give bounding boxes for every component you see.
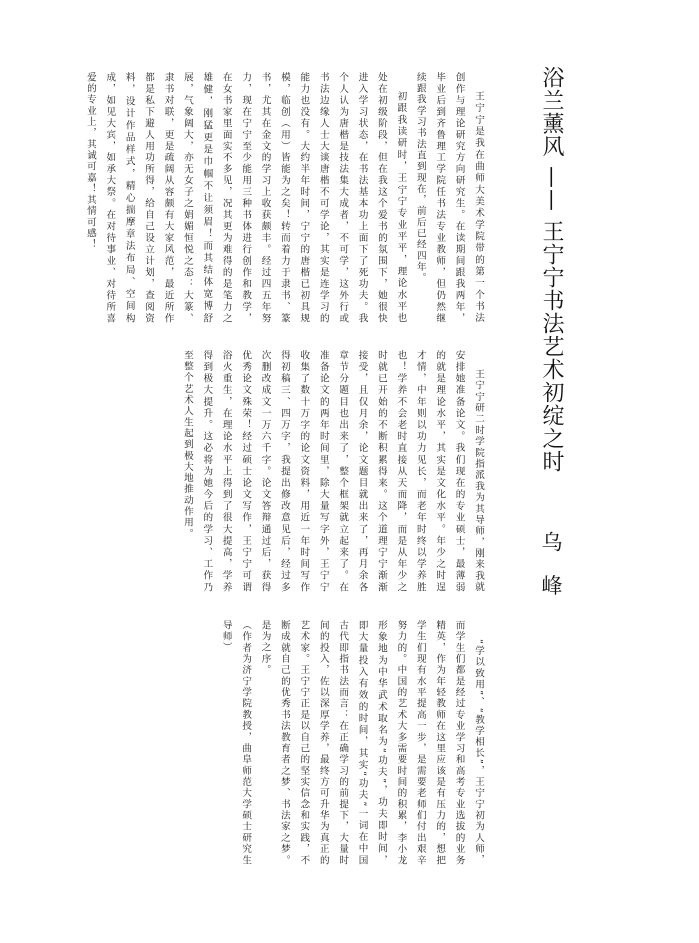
article-title: 浴兰薰风 —— 王宁宁书法艺术初绽之时 — [539, 66, 564, 473]
paragraph-3: 王宁宁研二时学院指派我为其导师，刚来我就安排她准备论文。我们现在的专业硕士，最薄弱的就是理论水平，其实是文化水平。年少之时逞才情，中年则以功力见长，而老年时终以学养胜也！学养不会老时直接从天而降，而是从年少之时就已开始的不断积累得来。这个道理宁宁渐渐接受，且仅月余，论文题目就出来了，再月余各章节分题目也出来了，整个框架就立起来了。在准备论文的两年时间里，除大量写字外，王宁宁收集了数十万字的论文资料，用近一年时间写作得初稿三、四万字，我提出修改意见后，经过多次删改成文一万六千字。论文答辩通过后，获得优秀论文殊荣！经过硕士论文写作，王宁宁可谓浴火重生，在理论水平上得到了很大提高，学养得到极大提升。这必将为她今后的学习、工作乃至整个艺术人生起到极大地推动作用。 — [181, 350, 484, 593]
paragraph-4: “学以致用”、“教学相长”，王宁宁初为人师，而学生们都是经过专业学习和高考专业选拔的业务精英，作为年轻教师在这里应该是有压力的，想把学生们现有水平提高一步，是需要老师们付出艰辛努力的。中国的艺术大多需要时间的积累，李小龙形象地为中华武术取名为“功夫”，功夫即时间，即大量投入有效的时间，其实“功夫”一词在中国古代即指书法而言：在正确学习的前提下，大量时间的投入，佐以深厚学养，最终方可升华为真正的艺术家。王宁宁正是以自己的坚实信念和实践，不断成就自己的优秀书法教育者之梦、书法家之梦。是为之序。 — [259, 620, 484, 866]
paragraph-1: 王宁宁是我在曲师大美术学院带的第一个书法创作与理论研究方向研究生。在读期间跟我两年，毕业后到齐鲁理工学院任书法专业教师，但仍然继续跟我学习书法直到现在，前后已经四年。 — [414, 72, 484, 324]
article-author: 乌 峰 — [539, 531, 563, 604]
paragraph-2: 初跟我读研时，王宁宁专业平平，理论水平也处在初级阶段，但在我这个爱书的氛围下，她很快进入学习状态，在书法基本功上面下了死功夫。我个人认为唐楷是技法集大成者，不可学，这外行或书法边缘人士大谈唐楷不可学论，其实是连学习的能力也没有。大约半年时间，宁宁的唐楷已初具规模，临创（用）皆能为之矣！转而着力于隶书、篆书，尤其在金文的学习上收获颇丰。经过四五年努力，现在宁宁至少能用三种书体进行创作和教学，在女书家里面实不多见，况其更为难得的是笔力之雄健，刚猛更是巾帼不让须眉！而其结体宽博舒展，气象阔大，亦无女子之娟媚恒悦之态：大篆、隶书对联，更是疏阔从容颇有大家风范，最近所作都是私下避人用功所得，给自己设立计划，查阅资料，设计作品样式，精心揣摩章法布局、空间构成，如见大宾，如承大祭。在对待事业、对待所喜爱的专业上，其诚可嘉！其情可感！ — [84, 72, 407, 324]
author-note: （作者为济宁学院教授，曲阜师范大学硕士研究生导师） — [220, 620, 252, 866]
text-block-bottom — [134, 620, 488, 866]
text-block-top — [84, 72, 488, 324]
text-block-middle — [134, 350, 488, 593]
